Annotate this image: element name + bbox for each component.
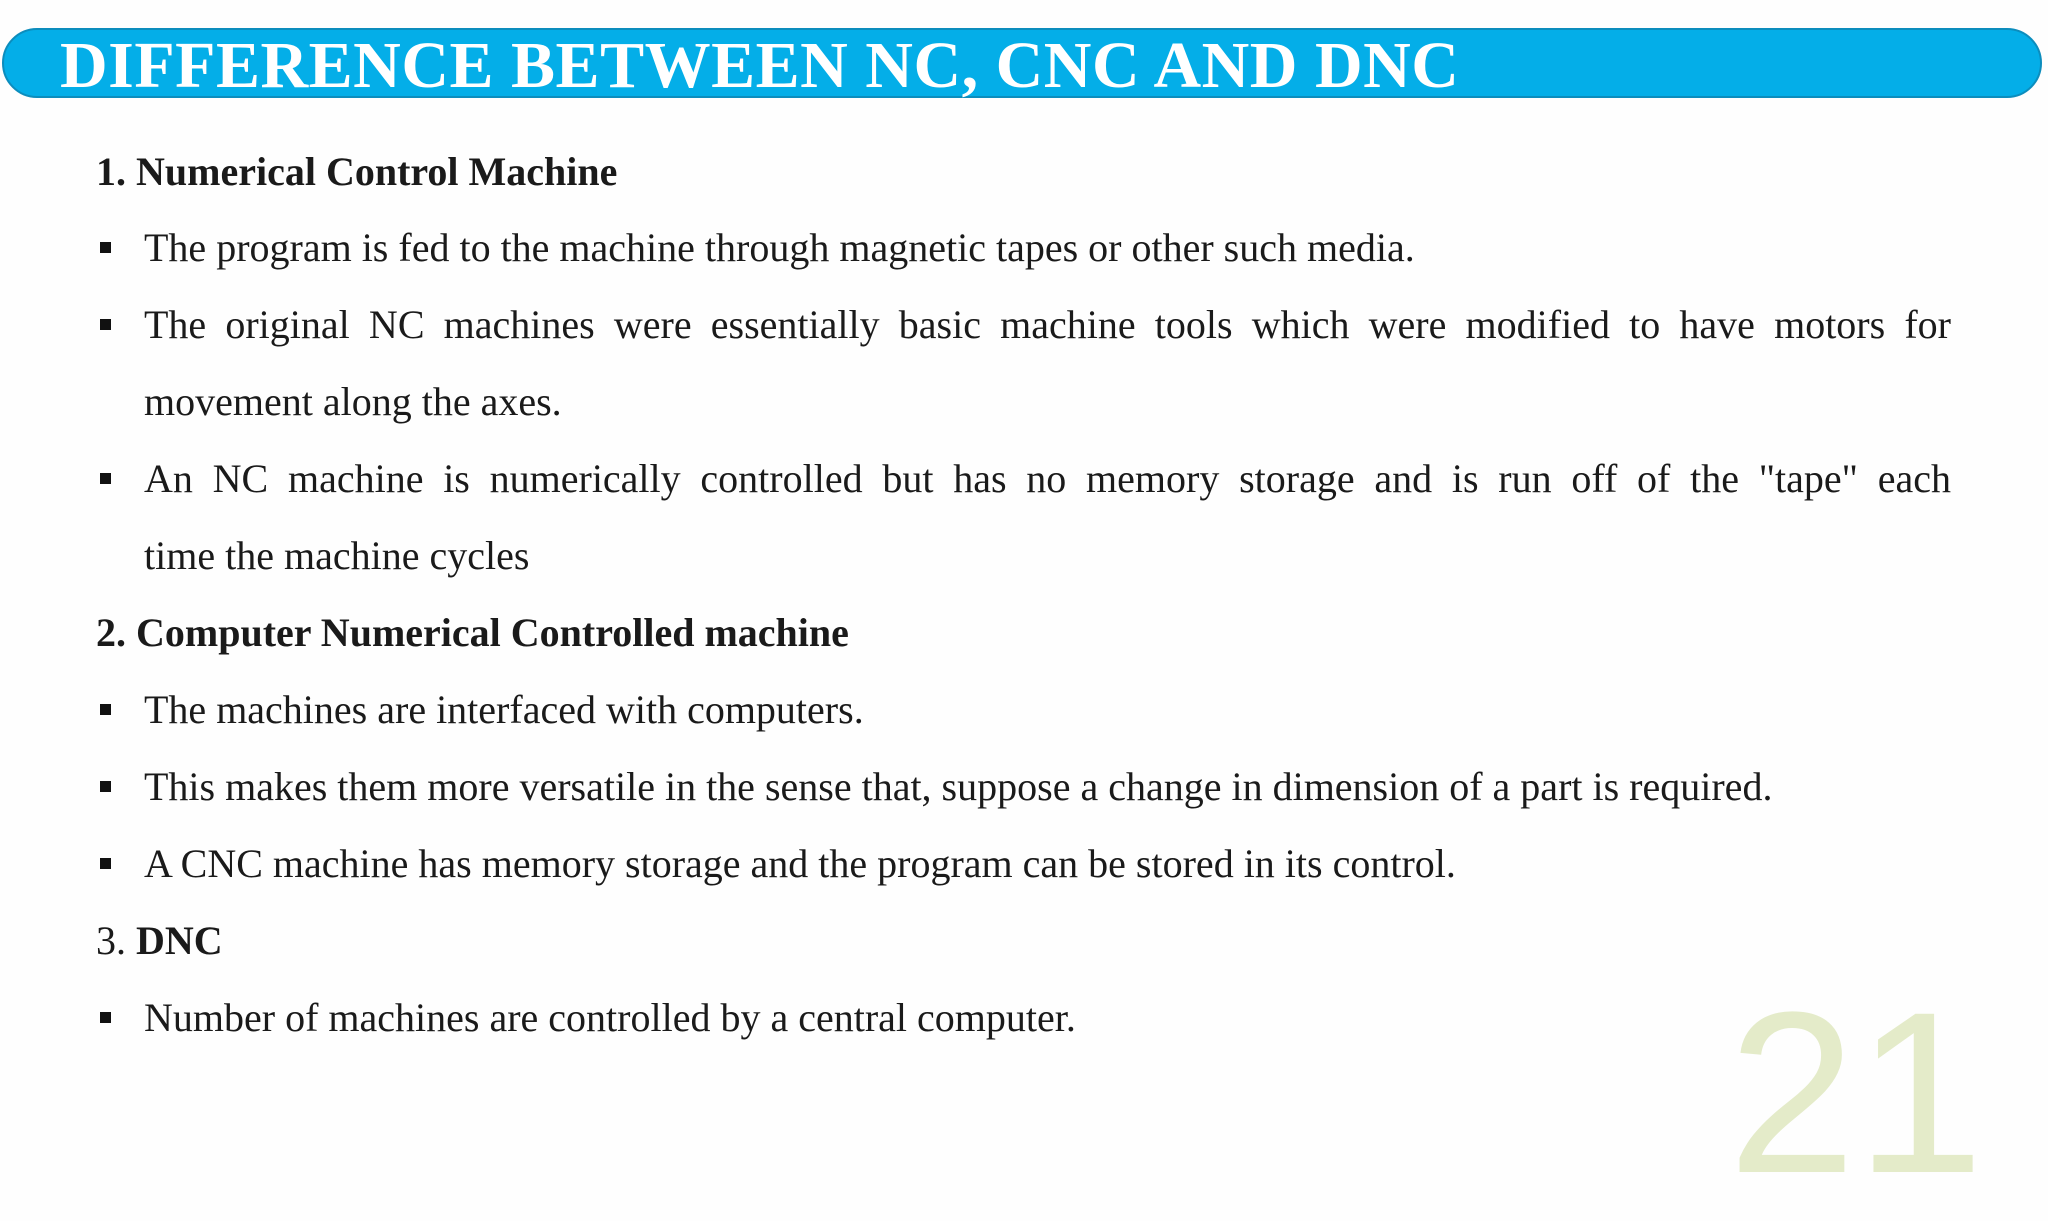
bullet-item <box>96 686 1952 734</box>
bullet-text: An NC machine is numerically controlled but has no memory storage and is run off of the "tape" each <box>144 456 1951 501</box>
bullet-continuation: movement along the axes. <box>144 379 562 424</box>
bullet-text: The program is fed to the machine through magnetic tapes or other such media. <box>144 225 1415 270</box>
square-bullet-icon <box>100 319 111 330</box>
bullet-text: The original NC machines were essentially basic machine tools which were modified to have motors for <box>144 302 1951 347</box>
square-bullet-icon <box>100 781 111 792</box>
square-bullet-icon <box>100 473 111 484</box>
bullet-text: A CNC machine has memory storage and the program can be stored in its control. <box>144 841 1456 886</box>
page-number: 21 <box>1728 964 1984 1221</box>
bullet-item <box>96 455 1952 503</box>
bullet-item <box>96 840 1952 888</box>
section-heading-cnc: 2. Computer Numerical Controlled machine <box>96 610 849 655</box>
square-bullet-icon <box>100 704 111 715</box>
square-bullet-icon <box>100 858 111 869</box>
section-heading-nc: 1. Numerical Control Machine <box>96 149 618 194</box>
square-bullet-icon <box>100 242 111 253</box>
bullet-text: Number of machines are controlled by a central computer. <box>144 995 1076 1040</box>
bullet-text: The machines are interfaced with computers. <box>144 687 864 732</box>
section-heading-label: DNC <box>136 918 223 963</box>
bullet-item <box>96 301 1952 349</box>
bullet-item <box>96 763 1952 811</box>
bullet-text: This makes them more versatile in the sense that, suppose a change in dimension of a part is required. <box>144 764 1773 809</box>
section-number: 3. <box>96 918 136 963</box>
slide-title: DIFFERENCE BETWEEN NC, CNC AND DNC <box>60 29 1460 102</box>
bullet-item <box>96 994 1952 1042</box>
square-bullet-icon <box>100 1012 111 1023</box>
bullet-item <box>96 224 1952 272</box>
bullet-continuation: time the machine cycles <box>144 533 530 578</box>
section-heading-dnc <box>96 917 223 965</box>
